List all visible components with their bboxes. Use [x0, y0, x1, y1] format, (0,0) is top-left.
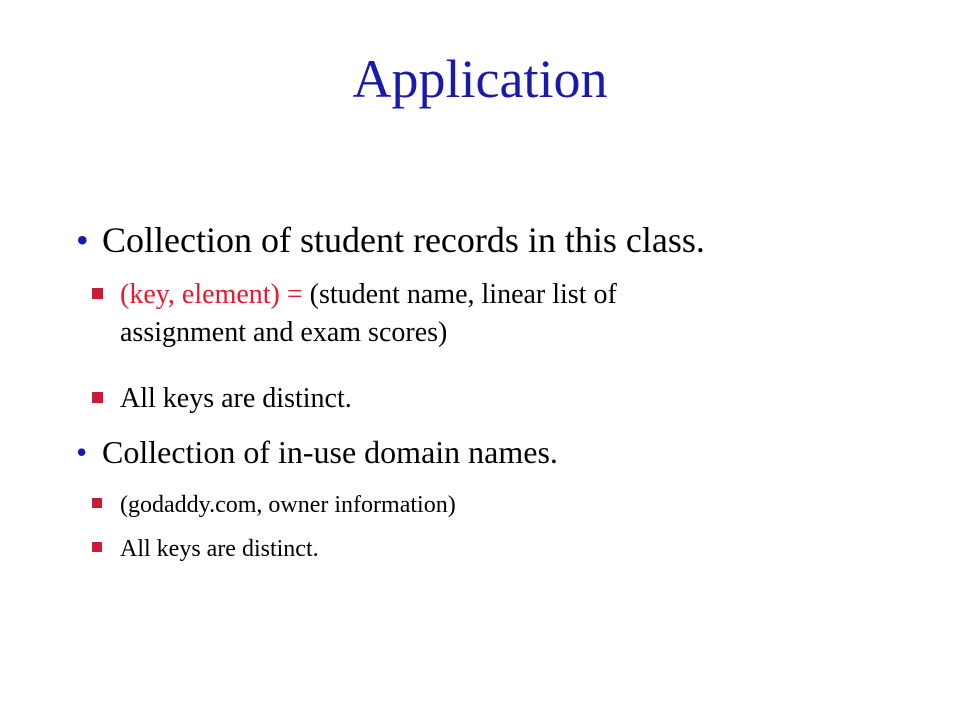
bullet-item: [76, 432, 896, 472]
square-bullet-icon: [92, 392, 103, 403]
highlight-text: (key, element) =: [120, 279, 303, 310]
bullet-dot-icon: •: [76, 434, 88, 470]
sub-bullet-text: All keys are distinct.: [120, 383, 352, 414]
bullet-text: Collection of student records in this class.: [102, 220, 705, 260]
sub-bullet-text: (godaddy.com, owner information): [120, 492, 456, 518]
sub-bullet-text: (student name, linear list of: [302, 279, 617, 310]
square-bullet-icon: [92, 288, 103, 299]
square-bullet-icon: [92, 498, 102, 508]
bullet-text: Collection of in-use domain names.: [102, 434, 558, 470]
bullet-item: [76, 218, 896, 262]
sub-bullet-item: [92, 532, 792, 566]
sub-bullet-item: [92, 276, 872, 356]
square-bullet-icon: [92, 542, 102, 552]
sub-bullet-text-cont: assignment and exam scores): [120, 317, 448, 348]
sub-bullet-text: All keys are distinct.: [120, 536, 319, 562]
sub-bullet-item: [92, 380, 792, 418]
sub-bullet-item: [92, 488, 792, 522]
slide-title: Application: [352, 49, 608, 109]
bullet-dot-icon: •: [76, 220, 89, 260]
